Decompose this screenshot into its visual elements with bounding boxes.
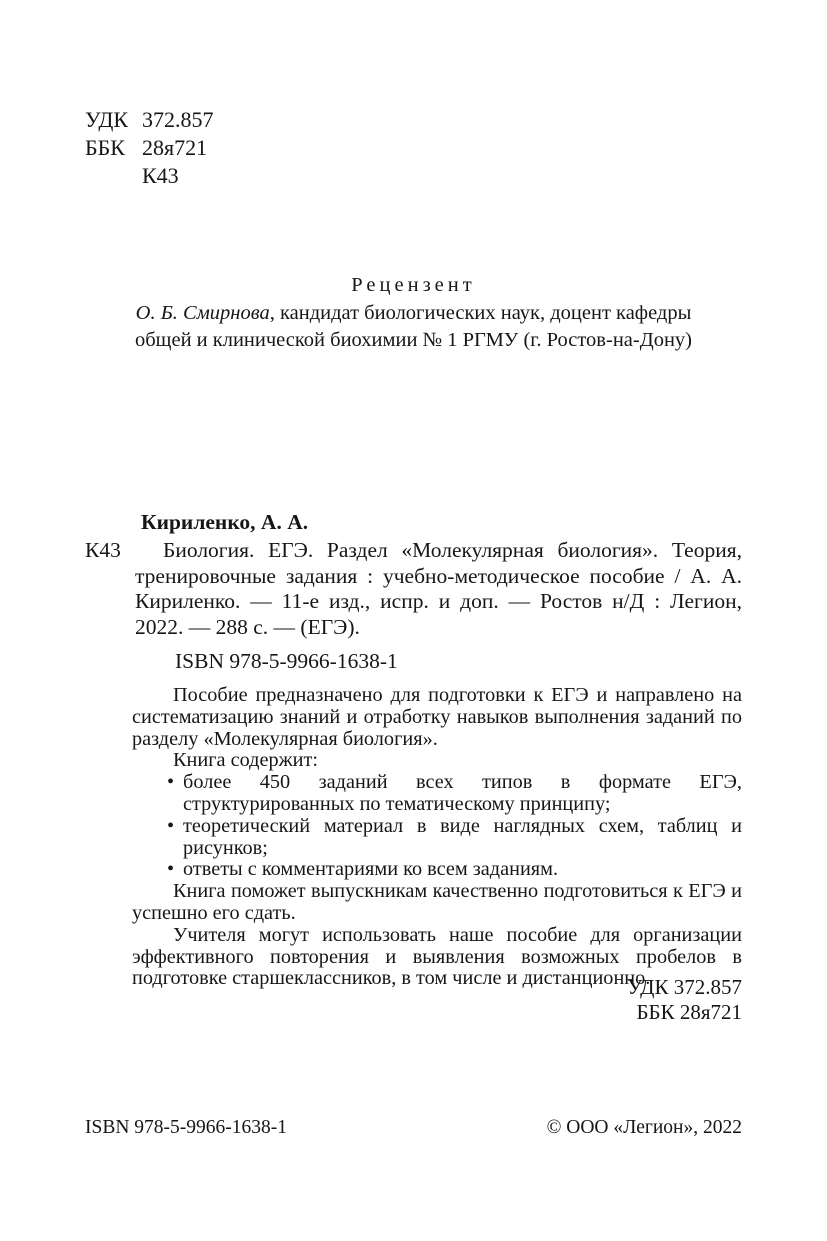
card-isbn: ISBN 978-5-9966-1638-1 bbox=[175, 649, 398, 673]
card-description: Биология. ЕГЭ. Раздел «Молекулярная биология». Теория, тренировочные задания : учебно-методическое пособие / А. А. Кириленко. — 11-е изд., испр. и доп. — Ростов н/Д : Легион, 2022. — 288 с. — (ЕГЭ). bbox=[135, 538, 742, 639]
bbk-label: ББК bbox=[85, 135, 125, 160]
udk-label: УДК bbox=[85, 107, 129, 132]
top-catalog-codes bbox=[85, 106, 214, 190]
list-item: • ответы с комментариями ко всем заданиям. bbox=[183, 859, 742, 881]
annotation-block bbox=[132, 685, 742, 990]
book-contains-list bbox=[132, 772, 742, 881]
footer-copyright: © ООО «Легион», 2022 bbox=[546, 1117, 742, 1138]
annotation-paragraph-1: Пособие предназначено для подготовки к ЕГЭ и направлено на систематизацию знаний и отработку навыков выполнения заданий по разделу «Молекулярная биология». bbox=[132, 684, 742, 750]
reviewer-heading: Рецензент bbox=[351, 274, 476, 296]
annotation-paragraph-2: Книга поможет выпускникам качественно подготовиться к ЕГЭ и успешно его сдать. bbox=[132, 880, 742, 924]
reviewer-block bbox=[0, 272, 827, 355]
book-contains-heading: Книга содержит: bbox=[173, 749, 319, 772]
list-item: • более 450 заданий всех типов в формате ЕГЭ, структурированных по тематическому принципу; bbox=[183, 772, 742, 816]
udk-code-bottom: УДК 372.857 bbox=[627, 975, 742, 999]
reviewer-name: О. Б. Смирнова bbox=[135, 301, 270, 324]
udk-code-top bbox=[85, 106, 214, 134]
reviewer-credentials: , кандидат биологических наук, доцент кафедры bbox=[269, 301, 692, 324]
bbk-code-bottom: ББК 28я721 bbox=[636, 1000, 742, 1024]
reviewer-line-1 bbox=[0, 300, 827, 328]
udk-value: 372.857 bbox=[142, 107, 214, 132]
author-sign-top bbox=[85, 162, 214, 190]
annotation-paragraph-3: Учителя могут использовать наше пособие для организации эффективного повторения и выявления возможных пробелов в подготовке старшеклассников, в том числе и дистанционно. bbox=[132, 923, 742, 990]
reviewer-line-2: общей и клинической биохимии № 1 РГМУ (г. Ростов-на-Дону) bbox=[135, 329, 692, 351]
list-item: • теоретический материал в виде наглядных схем, таблиц и рисунков; bbox=[183, 816, 742, 860]
bottom-catalog-codes bbox=[627, 975, 742, 1025]
footer-isbn: ISBN 978-5-9966-1638-1 bbox=[85, 1117, 288, 1138]
card-code-label: К43 bbox=[85, 538, 121, 562]
card-author-line: Кириленко, А. А. bbox=[141, 510, 309, 534]
bbk-code-top bbox=[85, 134, 214, 162]
author-sign-value: К43 bbox=[142, 163, 179, 188]
bbk-value: 28я721 bbox=[142, 135, 208, 160]
